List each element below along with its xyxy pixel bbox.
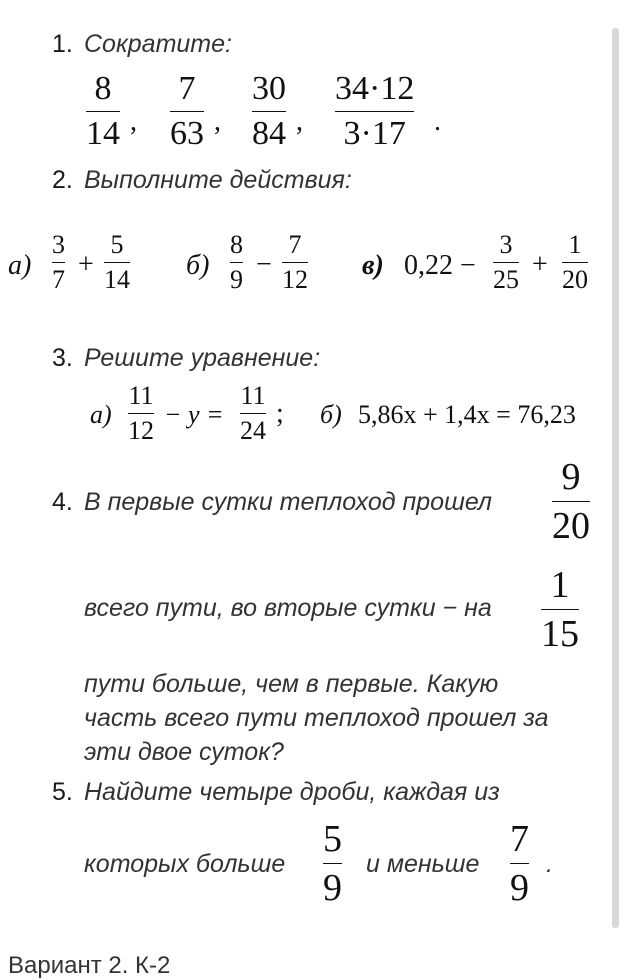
part-label: а) (90, 400, 112, 429)
problem-number: 5. (52, 778, 73, 806)
problem-text: пути больше, чем в первые. Какую (84, 670, 499, 698)
operator: + (532, 249, 548, 280)
fraction: 3 7 (52, 230, 65, 294)
fraction: 7 12 (282, 230, 308, 294)
separator: , (130, 106, 137, 137)
problem-text: и меньше (366, 850, 480, 878)
problem-number: 3. (52, 344, 73, 372)
operator: + (78, 249, 94, 280)
equation-middle: − y = (164, 400, 224, 429)
problem-text: В первые сутки теплоход прошел (84, 488, 492, 516)
operator: − (256, 249, 272, 280)
problem-text: всего пути, во вторые сутки − на (84, 594, 492, 622)
fraction: 30 84 (252, 70, 286, 152)
fraction: 11 12 (128, 381, 154, 445)
fraction: 34·12 3·17 (335, 70, 415, 152)
problem-text: которых больше (84, 850, 286, 878)
equation: 5,86x + 1,4x = 76,23 (358, 400, 576, 429)
part-label: в) (362, 250, 384, 281)
fraction: 7 63 (170, 70, 204, 152)
problem-text: Найдите четыре дроби, каждая из (84, 778, 500, 806)
fraction: 8 9 (230, 230, 243, 294)
fraction: 8 14 (86, 70, 120, 152)
part-label: а) (8, 250, 32, 281)
fraction: 1 20 (562, 230, 588, 294)
scrollbar[interactable] (612, 28, 619, 928)
fraction: 3 25 (493, 230, 519, 294)
problem-number: 2. (52, 166, 73, 194)
fraction: 7 9 (510, 818, 529, 909)
footer-fragment: Вариант 2. К-2 (8, 952, 171, 979)
problem-title: Сократите: (84, 30, 232, 58)
separator: . (434, 106, 441, 137)
end-punctuation: . (546, 850, 553, 878)
fraction: 5 9 (323, 818, 342, 909)
problem-text: эти двое суток? (84, 738, 284, 766)
problem-title: Выполните действия: (84, 166, 352, 194)
fraction: 5 14 (104, 230, 130, 294)
separator: , (296, 106, 303, 137)
expression: 0,22 − (404, 250, 476, 281)
part-label: б) (186, 250, 210, 281)
problem-number: 1. (52, 30, 73, 58)
problem-title: Решите уравнение: (84, 344, 321, 372)
fraction: 11 24 (240, 381, 266, 445)
problem-text: часть всего пути теплоход прошел за (84, 704, 549, 732)
part-label: б) (320, 400, 342, 429)
separator: , (214, 106, 221, 137)
fraction: 1 15 (541, 564, 579, 655)
separator: ; (276, 398, 284, 429)
fraction: 9 20 (552, 456, 590, 547)
problem-number: 4. (52, 488, 73, 516)
